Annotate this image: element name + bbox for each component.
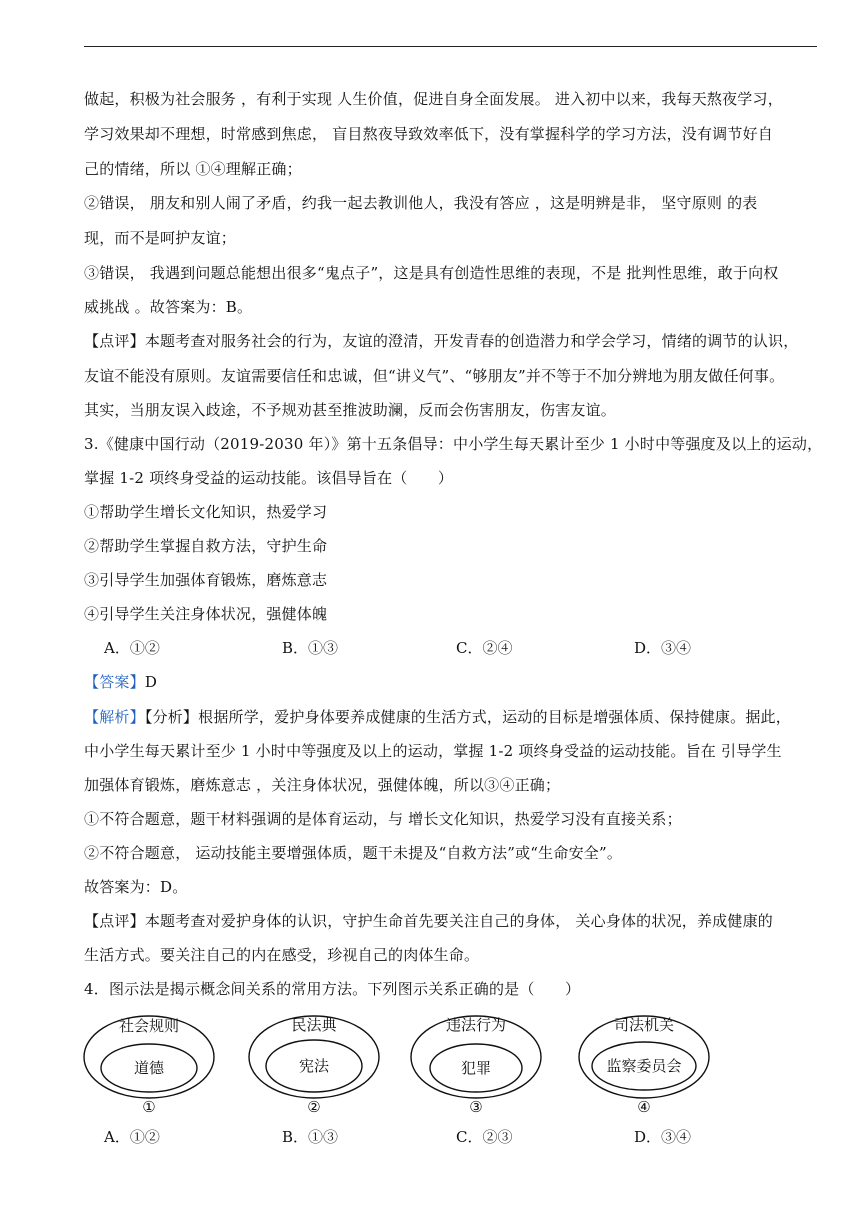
text-line: ③错误， 我遇到问题总能想出很多“鬼点子”，这是具有创造性思维的表现，不是 批判性思维，敢于向权 xyxy=(84,264,779,282)
review-line: 友谊不能没有原则。友谊需要信任和忠诚，但“讲义气”、“够朋友”并不等于不加分辨地为朋友做任何事。 xyxy=(84,367,785,385)
analysis-line: 【解析】【分析】根据所学，爱护身体要养成健康的生活方式，运动的目标是增强体质、保持健康。据此， xyxy=(84,708,791,726)
inner-label: 道德 xyxy=(133,1059,165,1077)
answer-tag: 【答案】 xyxy=(84,673,145,691)
inner-label: 宪法 xyxy=(298,1057,330,1075)
outer-label: 司法机关 xyxy=(613,1016,675,1034)
review-tag: 【点评】 xyxy=(84,912,145,930)
text-line: 威挑战 。故答案为：B。 xyxy=(84,298,253,316)
question-3-stem: 3.《健康中国行动（2019-2030 年）》第十五条倡导：中小学生每天累计至少 1 小时中等强度及以上的运动， xyxy=(84,435,823,453)
question-3-item: ④引导学生关注身体状况，强健体魄 xyxy=(84,605,328,623)
diagram-number: ③ xyxy=(469,1098,483,1116)
text-line: 做起，积极为社会服务 ，有利于实现 人生价值，促进自身全面发展。 进入初中以来，我每天熬夜学习， xyxy=(84,90,783,108)
review-line: 其实，当朋友误入歧途，不予规劝甚至推波助澜，反而会伤害朋友，伤害友谊。 xyxy=(84,401,617,419)
header-rule xyxy=(84,46,817,47)
option-a[interactable]: A．①② xyxy=(104,1128,160,1146)
analysis-line: 加强体育锻炼，磨炼意志 ，关注身体状况，强健体魄，所以③④正确； xyxy=(84,776,561,794)
review-tag: 【点评】 xyxy=(84,332,145,350)
question-3-item: ①帮助学生增长文化知识，热爱学习 xyxy=(84,503,328,521)
question-4-stem: 4．图示法是揭示概念间关系的常用方法。下列图示关系正确的是（ ） xyxy=(84,980,581,998)
review-line: 生活方式。要关注自己的内在感受，珍视自己的肉体生命。 xyxy=(84,946,480,964)
option-c[interactable]: C．②③ xyxy=(456,1128,513,1146)
inner-label: 犯罪 xyxy=(460,1059,492,1077)
text-line: 现，而不是呵护友谊； xyxy=(84,229,237,247)
diagram-number: ② xyxy=(307,1098,321,1116)
text-line: 学习效果却不理想，时常感到焦虑， 盲目熬夜导致效率低下，没有掌握科学的学习方法，没有调节好自 xyxy=(84,125,773,143)
text-line: 己的情绪，所以 ①④理解正确； xyxy=(84,160,302,178)
diagram-3 xyxy=(409,1010,544,1124)
analysis-line: ①不符合题意，题干材料强调的是体育运动，与 增长文化知识，热爱学习没有直接关系； xyxy=(84,810,682,828)
inner-label: 监察委员会 xyxy=(606,1057,682,1075)
option-a[interactable]: A．①② xyxy=(104,639,160,657)
question-3-stem: 掌握 1-2 项终身受益的运动技能。该倡导旨在（ ） xyxy=(84,469,454,487)
outer-label: 社会规则 xyxy=(118,1017,180,1035)
analysis-tag: 【解析】 xyxy=(84,708,145,726)
option-d[interactable]: D．③④ xyxy=(634,1128,692,1146)
diagram-number: ① xyxy=(142,1098,156,1116)
diagram-4 xyxy=(577,1010,712,1124)
question-3-item: ②帮助学生掌握自救方法，守护生命 xyxy=(84,537,328,555)
answer-line xyxy=(84,672,824,692)
outer-label: 违法行为 xyxy=(445,1016,507,1034)
diagram-number: ④ xyxy=(637,1098,651,1116)
option-c[interactable]: C．②④ xyxy=(456,639,513,657)
option-d[interactable]: D．③④ xyxy=(634,639,692,657)
analysis-line: 中小学生每天累计至少 1 小时中等强度及以上的运动，掌握 1-2 项终身受益的运动技能。旨在 引导学生 xyxy=(84,742,782,760)
diagram-1 xyxy=(82,1010,217,1124)
answer-value: D xyxy=(144,673,158,691)
review-line: 【点评】本题考查对爱护身体的认识，守护生命首先要关注自己的身体， 关心身体的状况，养成健康的 xyxy=(84,912,773,930)
question-3-item: ③引导学生加强体育锻炼，磨炼意志 xyxy=(84,571,328,589)
analysis-line: 故答案为：D。 xyxy=(84,878,188,896)
review-line: 【点评】本题考查对服务社会的行为，友谊的澄清，开发青春的创造潜力和学会学习，情绪的调节的认识， xyxy=(84,332,799,350)
text-line: ②错误， 朋友和别人闹了矛盾，约我一起去教训他人，我没有答应 ，这是明辨是非， 坚守原则 的表 xyxy=(84,194,758,212)
outer-label: 民法典 xyxy=(291,1016,337,1034)
option-b[interactable]: B．①③ xyxy=(282,1128,339,1146)
analysis-line: ②不符合题意， 运动技能主要增强体质，题干未提及“自救方法”或“生命安全”。 xyxy=(84,844,623,862)
option-b[interactable]: B．①③ xyxy=(282,639,339,657)
diagram-2 xyxy=(247,1010,382,1124)
